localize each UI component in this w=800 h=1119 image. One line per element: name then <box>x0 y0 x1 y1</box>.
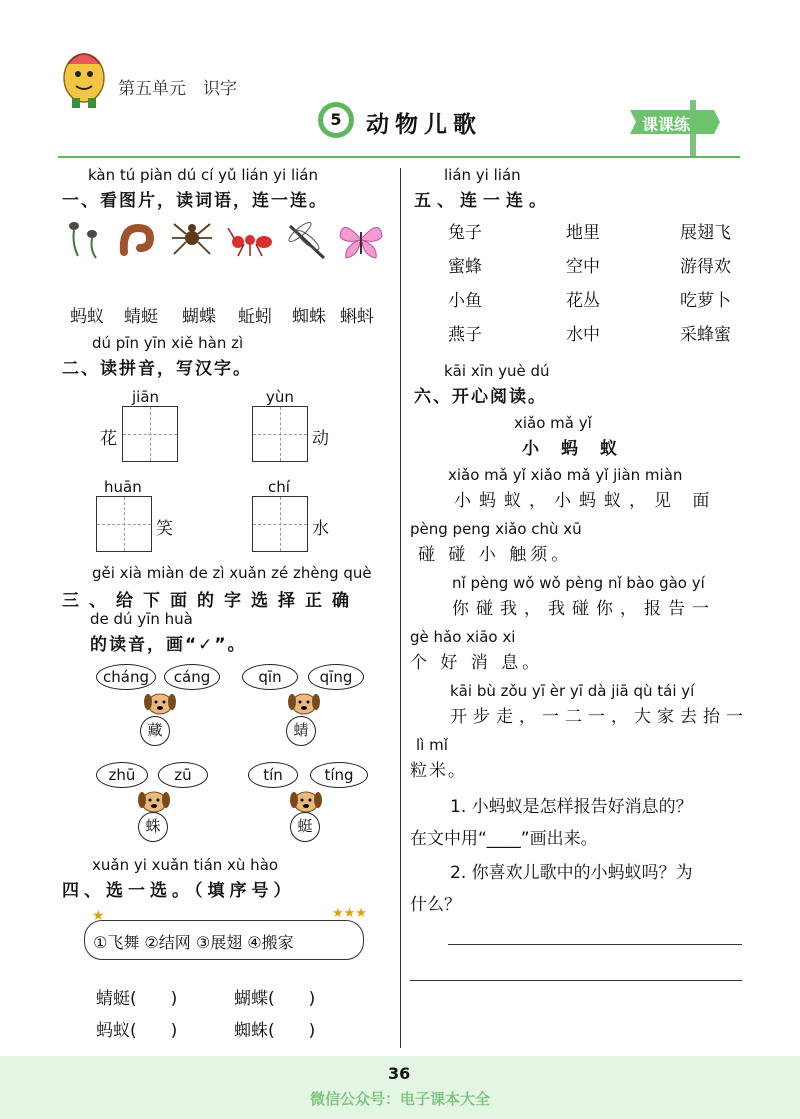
s5-col3-4: 采蜂蜜 <box>680 325 731 345</box>
s3-g4-option-a[interactable]: tín <box>248 762 298 788</box>
s3-title1: 三、给下面的字选择正确 <box>62 591 359 611</box>
poem-line-1: 小蚂蚁，小蚂蚁，见 面 <box>454 491 718 511</box>
s5-col1-3: 小鱼 <box>448 291 482 311</box>
ant-icon <box>228 228 272 256</box>
lesson-title: 动物儿歌 <box>366 112 482 138</box>
s5-title: 五、连一连。 <box>414 191 552 211</box>
s2-item4-box[interactable] <box>252 496 308 552</box>
s6-pinyin: kāi xīn yuè dú <box>444 362 550 380</box>
question-2b: 什么？ <box>410 895 461 915</box>
poem-line-4: 个 好 消 息。 <box>410 653 544 673</box>
s3-g1-option-b[interactable]: cáng <box>164 664 220 690</box>
page-number: 36 <box>388 1064 411 1083</box>
s4-pinyin: xuǎn yi xuǎn tián xù hào <box>92 856 279 874</box>
answer-line-2[interactable] <box>410 980 742 981</box>
s4-fill-3[interactable]: 蚂蚁( ) <box>96 1021 178 1041</box>
s3-group-4 <box>248 762 378 846</box>
s5-pinyin: lián yi lián <box>444 166 521 184</box>
s2-title: 二、读拼音，写汉字。 <box>62 359 252 379</box>
s1-word-2: 蜻蜓 <box>124 307 158 327</box>
s1-word-1: 蚂蚁 <box>70 307 104 327</box>
s3-g3-option-b[interactable]: zū <box>158 762 208 788</box>
s4-options-text: ①飞舞 ②结网 ③展翅 ④搬家 <box>93 933 294 952</box>
s4-fill-4[interactable]: 蜘蛛( ) <box>234 1021 316 1041</box>
butterfly-icon <box>340 227 382 258</box>
s1-word-5: 蜘蛛 <box>292 307 326 327</box>
s3-g2-option-b[interactable]: qīng <box>308 664 364 690</box>
s1-word-3: 蝴蝶 <box>182 307 216 327</box>
lesson-number-inner: 5 <box>323 107 349 133</box>
header-rule <box>58 156 740 158</box>
answer-line-1[interactable] <box>448 944 742 945</box>
s2-item4-side: 水 <box>312 519 329 539</box>
lesson-number-badge <box>318 102 354 138</box>
s3-pinyin1: gěi xià miàn de zì xuǎn zé zhèng què <box>92 564 372 582</box>
animals-row <box>62 214 390 264</box>
stars-icon: ★★★ <box>332 906 367 921</box>
s3-g4-char: 蜓 <box>290 812 320 842</box>
puppy-icon <box>286 690 322 718</box>
s5-col3-1: 展翅飞 <box>680 223 731 243</box>
earthworm-icon <box>124 228 150 252</box>
s2-item1-side: 花 <box>100 429 117 449</box>
poem-line-3: 你碰我，我碰你，报告一 <box>452 599 716 619</box>
s2-item1-pinyin: jiān <box>132 388 160 406</box>
column-divider <box>400 168 401 1048</box>
s3-g3-option-a[interactable]: zhū <box>96 762 148 788</box>
poem-line-1-pinyin: xiǎo mǎ yǐ xiǎo mǎ yǐ jiàn miàn <box>448 466 683 484</box>
s2-item2-pinyin: yùn <box>266 388 294 406</box>
poem-line-4-pinyin: gè hǎo xiāo xi <box>410 628 516 646</box>
s4-options-box <box>84 920 364 960</box>
unit-title: 第五单元 识字 <box>118 79 237 99</box>
s5-col1-1: 兔子 <box>448 223 482 243</box>
poem-line-5: 开步走，一二一，大家去抬一 <box>450 707 749 727</box>
s5-col2-2: 空中 <box>566 257 600 277</box>
question-1a: 1. 小蚂蚁是怎样报告好消息的？ <box>450 797 693 817</box>
s5-col3-2: 游得欢 <box>680 257 731 277</box>
question-1b: 在文中用“____”画出来。 <box>410 829 598 849</box>
poem-line-5-pinyin: kāi bù zǒu yī èr yī dà jiā qù tái yí <box>450 682 695 700</box>
tadpole-icon <box>69 222 97 258</box>
s5-col3-3: 吃萝卜 <box>680 291 731 311</box>
poem-line-3-pinyin: nǐ pèng wǒ wǒ pèng nǐ bào gào yí <box>452 574 705 592</box>
s1-word-6: 蝌蚪 <box>340 307 374 327</box>
s2-pinyin: dú pīn yīn xiě hàn zì <box>92 334 244 352</box>
mascot-icon <box>54 42 114 110</box>
s4-title: 四、选一选。（填序号） <box>62 881 296 901</box>
s4-fill-1[interactable]: 蜻蜓( ) <box>96 989 178 1009</box>
s3-g1-option-a[interactable]: cháng <box>96 664 156 690</box>
spider-icon <box>172 224 212 254</box>
s1-title: 一、看图片，读词语，连一连。 <box>62 191 328 211</box>
poem-title: 小蚂蚁 <box>522 439 639 459</box>
s1-pinyin: kàn tú piàn dú cí yǔ lián yi lián <box>88 166 318 184</box>
s3-g1-char: 藏 <box>140 716 170 746</box>
poem-title-pinyin: xiǎo mǎ yǐ <box>514 414 592 432</box>
s3-group-3 <box>96 762 226 846</box>
badge-sign <box>626 100 722 156</box>
s3-group-2 <box>242 664 372 748</box>
s5-col2-1: 地里 <box>566 223 600 243</box>
s3-g3-char: 蛛 <box>138 812 168 842</box>
s2-item4-pinyin: chí <box>268 478 290 496</box>
s3-g4-option-b[interactable]: tíng <box>310 762 368 788</box>
s6-title: 六、开心阅读。 <box>414 387 547 407</box>
s1-word-4: 蚯蚓 <box>238 307 272 327</box>
dragonfly-icon <box>287 220 324 258</box>
s2-item3-side: 笑 <box>156 519 173 539</box>
s3-group-1 <box>96 664 226 748</box>
s5-col1-2: 蜜蜂 <box>448 257 482 277</box>
s5-col2-4: 水中 <box>566 325 600 345</box>
s4-fill-2[interactable]: 蝴蝶( ) <box>234 989 316 1009</box>
s3-title2: 的读音，画“✓”。 <box>90 635 247 655</box>
s3-pinyin2: de dú yīn huà <box>90 610 193 628</box>
s5-col2-3: 花丛 <box>566 291 600 311</box>
s5-col1-4: 燕子 <box>448 325 482 345</box>
s2-item2-box[interactable] <box>252 406 308 462</box>
star-icon: ★ <box>92 908 105 924</box>
poem-line-2: 碰 碰 小 触须。 <box>418 545 573 565</box>
s2-item1-box[interactable] <box>122 406 178 462</box>
watermark: 微信公众号：电子课本大全 <box>310 1090 491 1108</box>
poem-line-6: 粒米。 <box>410 761 467 781</box>
badge-label: 课课练 <box>642 115 691 134</box>
poem-line-2-pinyin: pèng peng xiǎo chù xū <box>410 520 582 538</box>
poem-line-6-pinyin: lì mǐ <box>416 736 448 754</box>
s2-item3-box[interactable] <box>96 496 152 552</box>
s2-item2-side: 动 <box>312 429 329 449</box>
puppy-icon <box>142 690 178 718</box>
s3-g2-char: 蜻 <box>286 716 316 746</box>
s3-g2-option-a[interactable]: qīn <box>242 664 298 690</box>
question-2a: 2. 你喜欢儿歌中的小蚂蚁吗？为 <box>450 863 693 883</box>
s2-item3-pinyin: huān <box>104 478 142 496</box>
